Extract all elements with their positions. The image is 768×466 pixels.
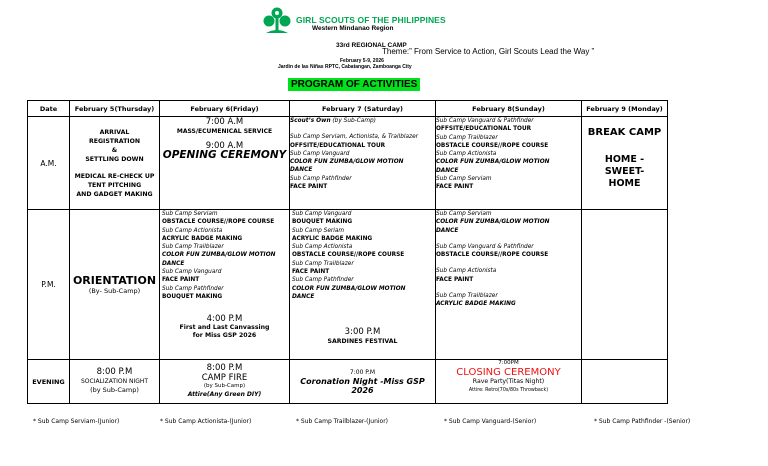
col-header: February 5(Thursday) — [70, 101, 160, 117]
trefoil-icon — [260, 6, 294, 34]
pm-saturday-block — [290, 328, 435, 346]
camp-fire: CAMP FIRE — [201, 373, 248, 383]
subcamp-label: Sub Camp Serviam — [436, 211, 492, 217]
document-header — [0, 0, 768, 100]
camp-dates: February 5-9, 2026 — [340, 58, 384, 64]
activity-name: COLOR FUN ZUMBA/GLOW MOTION — [436, 219, 550, 226]
activity-name: DANCE — [292, 293, 315, 300]
time-label: 7:00 P.M — [349, 369, 376, 376]
closing-ceremony: CLOSING CEREMONY — [456, 367, 561, 378]
activity-list — [290, 210, 435, 301]
line: TENT PITCHING — [87, 181, 142, 189]
footnote: * Sub Camp Vanguard-(Senior) — [444, 418, 537, 425]
activity-name: COLOR FUN ZUMBA/GLOW MOTION — [162, 252, 276, 259]
am-sunday — [436, 117, 582, 210]
table-row-am — [28, 117, 668, 210]
time-label: 3:00 P.M — [344, 327, 381, 338]
subcamp-label: Sub Camp Actionista — [292, 244, 353, 251]
time-label: 4:00 P.M — [206, 314, 243, 325]
subcamp-label: Sub Camp Trailblazer — [292, 260, 354, 267]
opening-ceremony: OPENING CEREMONY — [162, 149, 287, 161]
footnote: * Sub Camp Actionista-(Junior) — [160, 418, 252, 425]
time-label: 7:00 A.M — [205, 117, 244, 127]
subcamp-label: Sub Camp Serviam — [162, 211, 218, 217]
camp-fire-sub: (by Sub-Camp) — [203, 383, 246, 389]
activity-name: OBSTACLE COURSE//ROPE COURSE — [162, 219, 275, 226]
col-header: February 8(Sunday) — [436, 101, 582, 117]
canvassing-event: First and Last Canvassing for Miss GSP 2026 — [179, 324, 270, 340]
line: MEDICAL RE-CHECK UP — [74, 172, 155, 180]
activity-name: ACRYLIC BADGE MAKING — [162, 235, 243, 242]
pm-sunday — [436, 210, 582, 360]
subcamp-label: Sub Camp Vanguard — [290, 150, 350, 157]
pm-thursday — [70, 210, 160, 360]
activity-name: OBSTACLE COURSE//ROPE COURSE — [436, 252, 549, 259]
row-label-pm: P.M. — [28, 210, 70, 360]
subcamp-label: Sub Camp Pathfinder — [162, 285, 224, 292]
sardines-festival: SARDINES FESTIVAL — [327, 338, 398, 346]
activity-name: BOUQUET MAKING — [292, 219, 353, 226]
activity-name: FACE PAINT — [292, 269, 330, 276]
orientation: ORIENTATION — [72, 274, 157, 287]
activity-list — [160, 210, 289, 301]
subcamp-label: Sub Camp Vanguard — [162, 269, 222, 276]
col-header: Date — [28, 101, 70, 117]
subcamp-label: Sub Camp Actionista — [436, 268, 497, 275]
camp-fire-attire: Attire(Any Green DIY) — [187, 391, 262, 398]
subcamp-label: Sub Camp Vanguard & Pathfinder — [436, 243, 534, 250]
pm-friday — [160, 210, 290, 360]
time-label: 9:00 A.M — [205, 141, 244, 151]
coronation-night: Coronation Night -Miss GSP 2026 — [300, 377, 425, 395]
orientation-sub: (By- Sub-Camp) — [88, 287, 141, 295]
mass-event: MASS/ECUMENICAL SERVICE — [176, 128, 273, 135]
row-label-am: A.M. — [28, 117, 70, 210]
time-label: 8:00 P.M — [96, 367, 133, 377]
activity-name: FACE PAINT — [290, 184, 328, 191]
footnote: * Sub Camp Pathfinder -(Senior) — [594, 418, 691, 425]
activity-name: DANCE — [436, 227, 459, 234]
activity-name: DANCE — [290, 167, 313, 174]
camp-name: 33rd REGIONAL CAMP — [336, 42, 407, 49]
program-table — [27, 100, 668, 404]
footnote: * Sub Camp Trailblazer-(Junior) — [296, 418, 389, 425]
col-header: February 9 (Monday) — [582, 101, 668, 117]
time-label: 8:00 P.M — [206, 363, 243, 373]
activity-name: DANCE — [162, 260, 185, 267]
pm-monday — [582, 210, 668, 360]
evening-sunday — [436, 360, 582, 404]
socialization-night: SOCIALIZATION NIGHT — [80, 378, 149, 385]
line: ARRIVAL — [99, 128, 130, 136]
evening-friday — [160, 360, 290, 404]
camp-venue: Jardin de las Niñas RPTC, Cabatangan, Zamboanga City — [278, 64, 412, 70]
subcamp-label: Sub Camp Trailblazer — [436, 293, 498, 300]
subcamp-label: Sub Camp Trailblazer — [162, 244, 224, 251]
subcamp-label: Sub Camp Trailblazer — [436, 134, 498, 141]
subcamp-label: Sub Camp Serviam, Actionista, & Trailblazer — [290, 134, 419, 141]
camp-theme: Theme:” From Service to Action, Girl Scouts Lead the Way ” — [382, 47, 595, 56]
activity-name: OFFSITE/EDUCATIONAL TOUR — [436, 126, 532, 133]
subcamp-label: Sub Camp Vanguard & Pathfinder — [436, 118, 534, 124]
footnote: * Sub Camp Serviam-(Junior) — [33, 418, 120, 425]
line: SETTLING DOWN — [85, 155, 144, 163]
activity-name: FACE PAINT — [436, 184, 474, 191]
program-title: PROGRAM OF ACTIVITIES — [288, 78, 420, 91]
col-header: February 6(Friday) — [160, 101, 290, 117]
subcamp-label: Sub Camp Vanguard — [292, 211, 352, 217]
am-friday — [160, 117, 290, 210]
activity-name: ACRYLIC BADGE MAKING — [292, 235, 373, 242]
pm-friday-evening-block — [160, 315, 289, 340]
activity-name: COLOR FUN ZUMBA/GLOW MOTION — [292, 285, 406, 292]
activity-name: COLOR FUN ZUMBA/GLOW MOTION — [290, 159, 404, 166]
subcamp-label: Sub Camp Pathfinder — [290, 175, 352, 182]
activity-note: (by Sub-Camp) — [330, 118, 376, 124]
activity-name: DANCE — [436, 167, 459, 174]
line: REGISTRATION — [88, 137, 141, 145]
subcamp-label: Sub Camp Serviam — [436, 176, 492, 183]
evening-thursday — [70, 360, 160, 404]
am-saturday — [290, 117, 436, 210]
table-row-evening — [28, 360, 668, 404]
home-sweet-home: HOME -SWEET-HOME — [604, 154, 645, 189]
am-thursday — [70, 117, 160, 210]
activity-name: BOUQUET MAKING — [162, 293, 223, 300]
activity-name: OFFSITE/EDUCATIONAL TOUR — [290, 142, 386, 149]
activity-name: FACE PAINT — [162, 277, 200, 284]
pm-saturday — [290, 210, 436, 360]
org-name: GIRL SCOUTS OF THE PHILIPPINES — [296, 15, 446, 25]
activity-name: COLOR FUN ZUMBA/GLOW MOTION — [436, 159, 550, 166]
subcamp-label: Sub Camp Actionista — [436, 151, 497, 158]
subcamp-label: Sub Camp Pathfinder — [292, 277, 354, 284]
activity-name: OBSTACLE COURSE//ROPE COURSE — [436, 142, 549, 149]
region-name: Western Mindanao Region — [312, 25, 394, 32]
rave-party: Rave Party(Titas Night) — [472, 378, 545, 385]
subcamp-label: Sub Camp Seriam — [292, 227, 345, 234]
col-header: February 7 (Saturday) — [290, 101, 436, 117]
socialization-sub: (by Sub-Camp) — [90, 386, 139, 394]
break-camp: BREAK CAMP — [587, 127, 662, 138]
activity-name: FACE PAINT — [436, 276, 474, 283]
activity-title: Scout’s Own — [290, 118, 331, 124]
table-row-pm — [28, 210, 668, 360]
activity-name: OBSTACLE COURSE//ROPE COURSE — [292, 252, 405, 259]
subcamp-label: Sub Camp Actionista — [162, 227, 223, 234]
table-header-row — [28, 101, 668, 117]
row-label-evening: EVENING — [28, 360, 70, 404]
evening-saturday — [290, 360, 436, 404]
evening-monday — [582, 360, 668, 404]
time-label: 7:00PM — [498, 360, 519, 366]
line: & — [111, 146, 118, 154]
activity-line — [290, 117, 435, 125]
line: AND GADGET MAKING — [76, 190, 153, 198]
activity-name: ACRYLIC BADGE MAKING — [436, 301, 516, 308]
rave-attire: Attire: Retro(70s/80s Throwback) — [468, 388, 549, 393]
am-monday — [582, 117, 668, 210]
